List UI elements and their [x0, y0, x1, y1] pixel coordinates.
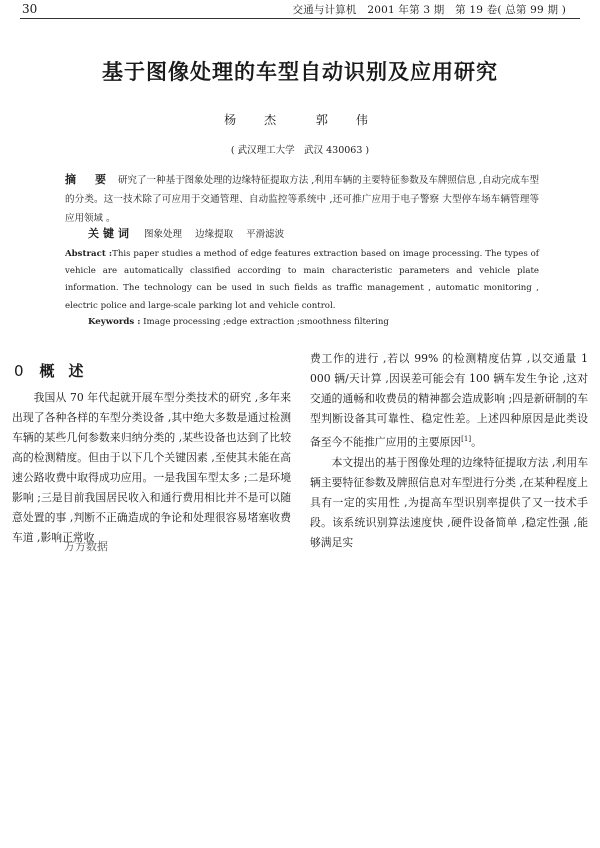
body-text: 。	[471, 435, 482, 449]
keywords-en	[88, 317, 389, 327]
keyword-term: 图象处理	[144, 229, 183, 240]
paper-title: 基于图像处理的车型自动识别及应用研究	[102, 60, 498, 84]
abstract-en-label: Abstract :	[65, 249, 113, 259]
body-paragraph: 我国从 70 年代起就开展车型分类技术的研究 ,多年来出现了各种各样的车型分类设备 ,其中绝大多数是通过检测车辆的某些几何参数来归纳分类的 ,某些设备也达到了比较高的检测精度。但由于以下几个关键因素 ,至使其未能在高速公路收费中取得成功应用。一是我国车型太多 ;二是环境影响 ;三是目前我国居民收入和通行费用相比并不是可以随意处置的事 ,判断不正确造成的争论和处理很容易堵塞收费车道 ,影响正常收	[12, 391, 291, 544]
keywords-en-text: Image processing ;edge extraction ;smoothness filtering	[143, 317, 389, 327]
page-number: 30	[22, 2, 38, 16]
author: 郭 伟	[315, 113, 376, 127]
keywords-cn-label: 关键词	[88, 227, 133, 240]
authors	[0, 111, 600, 128]
author: 杨 杰	[224, 113, 285, 127]
abstract-cn-label: 摘 要	[65, 173, 111, 186]
abstract-cn-text: 研究了一种基于图象处理的边缘特征提取方法 ,利用车辆的主要特征参数及车牌照信息 ,自动完成车型的分类。这一技术除了可应用于交通管理、自动监控等系统中 ,还可推广应用于电子警察 大型停车场车辆管理等应用领域 。	[65, 175, 539, 224]
header-rule	[20, 18, 580, 19]
journal-header: 交通与计算机 2001 年第 3 期 第 19 卷( 总第 99 期 )	[292, 4, 566, 16]
body-column-left	[12, 388, 291, 548]
reference-mark: [1]	[461, 435, 472, 443]
body-column-right	[310, 349, 588, 553]
keyword-term: 边缘提取	[195, 229, 234, 240]
keywords-cn	[88, 225, 294, 241]
body-paragraph	[310, 349, 588, 453]
abstract-en	[65, 246, 539, 315]
affiliation: ( 武汉理工大学 武汉 430063 )	[230, 145, 370, 156]
abstract-en-text: This paper studies a method of edge features extraction based on image processing. The types of vehicle are automatically classified according to main characteristic parameters and vehicle plate information. The technology can be used in such fields as traffic management , automatic monitoring , electric police and large-scale parking lot and vehicle control.	[65, 249, 539, 311]
section-title: 概述	[39, 362, 98, 380]
section-number: 0	[14, 362, 24, 380]
keyword-term: 平滑滤波	[246, 229, 285, 240]
body-text: 费工作的进行 ,若以 99% 的检测精度估算 ,以交通量 1 000 辆/天计算 ,因误差可能会有 100 辆车发生争论 ,这对交通的通畅和收费员的精神都会造成影响 ;四是新研制的车型判断设备其可靠性、稳定性差。上述四种原因是此类设备至今不能推广应用的主要原因	[310, 352, 588, 449]
watermark: 万方数据	[64, 540, 108, 553]
keywords-en-label: Keywords :	[88, 317, 141, 327]
section-heading	[14, 360, 98, 381]
abstract-cn	[65, 170, 539, 228]
body-paragraph: 本文提出的基于图像处理的边缘特征提取方法 ,利用车辆主要特征参数及牌照信息对车型进行分类 ,在某种程度上具有一定的实用性 ,为提高车型识别率提供了又一技术手段。该系统识别算法速度快 ,硬件设备简单 ,稳定性强 ,能够满足实	[310, 455, 588, 549]
